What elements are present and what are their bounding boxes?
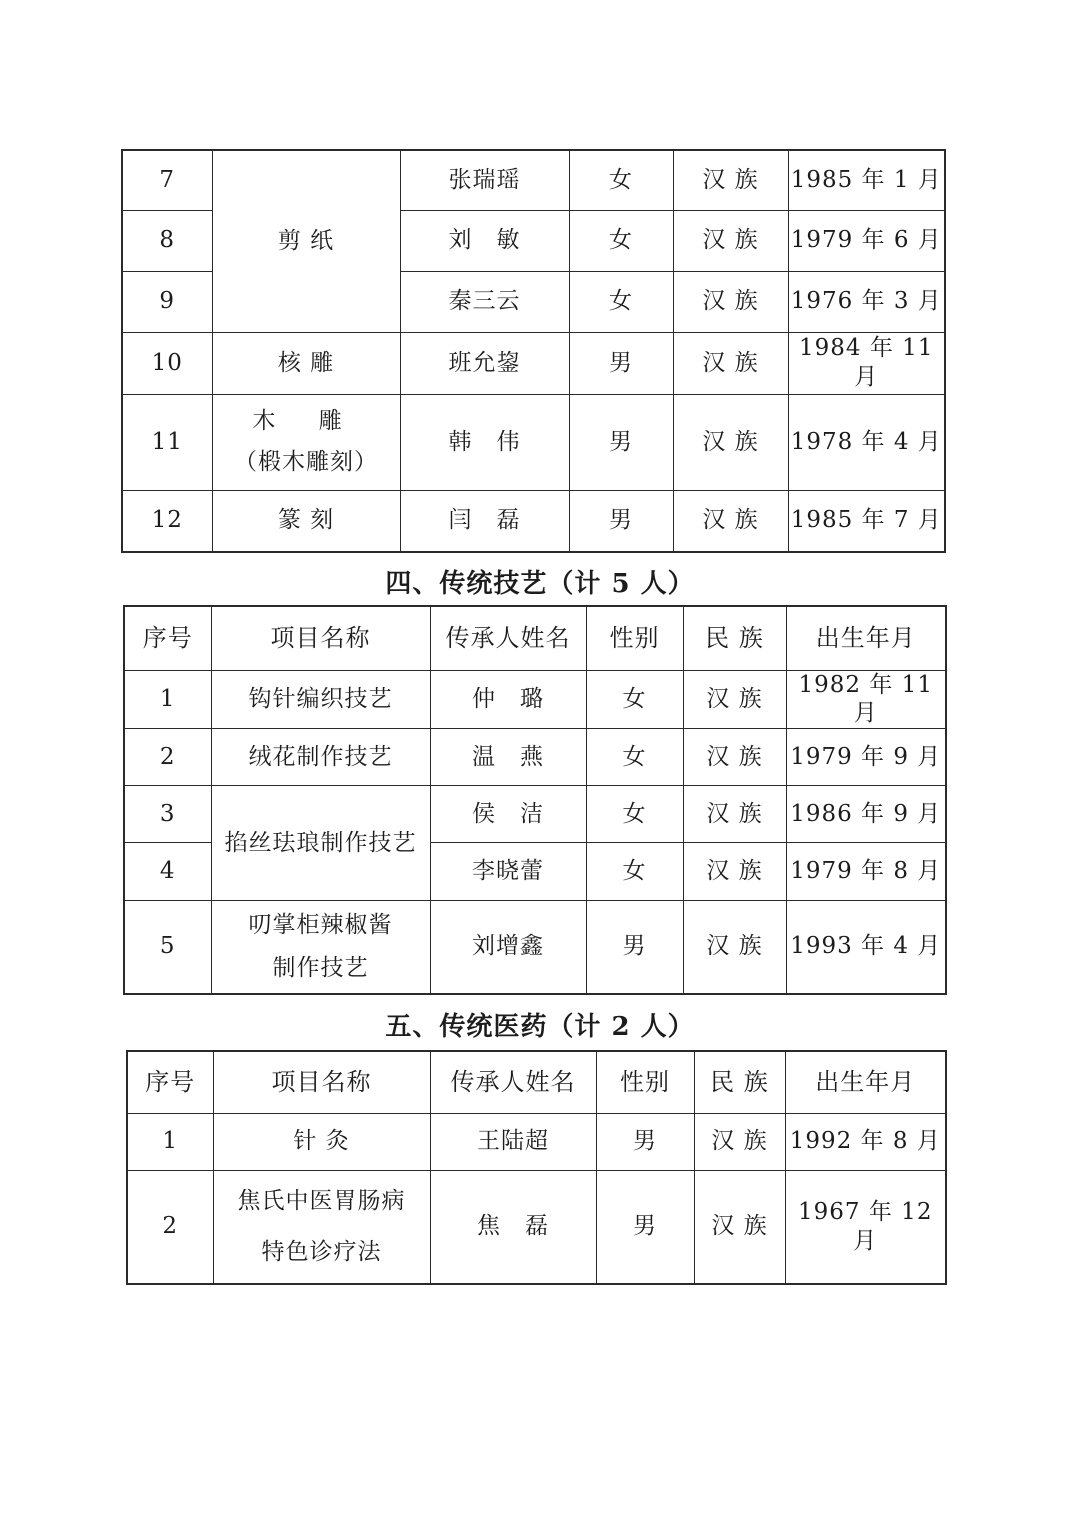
cell-name: 秦三云 bbox=[400, 271, 569, 332]
header-ethnic: 民 族 bbox=[683, 606, 786, 670]
cell-project: 钩针编织技艺 bbox=[211, 670, 430, 729]
cell-no: 12 bbox=[122, 490, 212, 552]
cell-gender: 女 bbox=[569, 210, 673, 271]
project-line-1: 木 雕 bbox=[252, 408, 360, 435]
cell-ethnic: 汉 族 bbox=[683, 670, 786, 729]
cell-gender: 男 bbox=[569, 332, 673, 394]
cell-no: 11 bbox=[122, 394, 212, 490]
cell-no: 2 bbox=[124, 729, 211, 786]
cell-birth: 1976 年 3 月 bbox=[788, 271, 945, 332]
cell-name: 闫 磊 bbox=[400, 490, 569, 552]
cell-name: 温 燕 bbox=[430, 729, 586, 786]
cell-gender: 男 bbox=[596, 1170, 694, 1284]
header-project: 项目名称 bbox=[211, 606, 430, 670]
cell-gender: 女 bbox=[569, 271, 673, 332]
header-project: 项目名称 bbox=[213, 1051, 430, 1113]
header-ethnic: 民 族 bbox=[694, 1051, 785, 1113]
table-row bbox=[122, 332, 945, 394]
table-header-row bbox=[127, 1051, 946, 1113]
cell-project: 绒花制作技艺 bbox=[211, 729, 430, 786]
cell-gender: 女 bbox=[586, 786, 683, 843]
cell-gender: 女 bbox=[586, 843, 683, 901]
cell-ethnic: 汉 族 bbox=[694, 1170, 785, 1284]
cell-no: 3 bbox=[124, 786, 211, 843]
cell-gender: 女 bbox=[586, 729, 683, 786]
cell-ethnic: 汉 族 bbox=[683, 786, 786, 843]
project-line-1: 焦氏中医胃肠病 bbox=[237, 1188, 406, 1214]
cell-gender: 男 bbox=[569, 490, 673, 552]
cell-birth: 1979 年 8 月 bbox=[786, 843, 946, 901]
table-row bbox=[124, 901, 946, 994]
header-gender: 性别 bbox=[586, 606, 683, 670]
cell-gender: 男 bbox=[569, 394, 673, 490]
cell-no: 9 bbox=[122, 271, 212, 332]
cell-name: 刘 敏 bbox=[400, 210, 569, 271]
cell-name: 刘增鑫 bbox=[430, 901, 586, 994]
cell-gender: 男 bbox=[586, 901, 683, 994]
cell-ethnic: 汉 族 bbox=[673, 332, 788, 394]
table-traditional-crafts bbox=[123, 605, 947, 995]
cell-ethnic: 汉 族 bbox=[673, 150, 788, 210]
cell-no: 5 bbox=[124, 901, 211, 994]
cell-ethnic: 汉 族 bbox=[673, 210, 788, 271]
project-line-2: 特色诊疗法 bbox=[261, 1238, 382, 1265]
header-name: 传承人姓名 bbox=[430, 1051, 596, 1113]
section-title-traditional-crafts: 四、传统技艺（计 5 人） bbox=[385, 569, 695, 599]
cell-name: 李晓蕾 bbox=[430, 843, 586, 901]
cell-birth: 1986 年 9 月 bbox=[786, 786, 946, 843]
table-row bbox=[122, 490, 945, 552]
project-line-2: 制作技艺 bbox=[272, 954, 369, 981]
cell-name: 焦 磊 bbox=[430, 1170, 596, 1284]
cell-no: 4 bbox=[124, 843, 211, 901]
cell-project bbox=[213, 1170, 430, 1284]
cell-project bbox=[212, 394, 400, 490]
cell-project: 核 雕 bbox=[212, 332, 400, 394]
header-name: 传承人姓名 bbox=[430, 606, 586, 670]
cell-gender: 女 bbox=[586, 670, 683, 729]
table-row bbox=[127, 1113, 946, 1170]
cell-ethnic: 汉 族 bbox=[673, 490, 788, 552]
table-row bbox=[127, 1170, 946, 1284]
cell-no: 1 bbox=[124, 670, 211, 729]
table-row bbox=[122, 394, 945, 490]
cell-birth: 1984 年 11 月 bbox=[788, 332, 945, 394]
header-no: 序号 bbox=[127, 1051, 213, 1113]
cell-ethnic: 汉 族 bbox=[683, 901, 786, 994]
cell-birth: 1985 年 1 月 bbox=[788, 150, 945, 210]
cell-name: 仲 璐 bbox=[430, 670, 586, 729]
cell-no: 1 bbox=[127, 1113, 213, 1170]
cell-no: 8 bbox=[122, 210, 212, 271]
cell-gender: 男 bbox=[596, 1113, 694, 1170]
cell-no: 10 bbox=[122, 332, 212, 394]
cell-name: 班允鋆 bbox=[400, 332, 569, 394]
cell-birth: 1992 年 8 月 bbox=[785, 1113, 946, 1170]
cell-name: 韩 伟 bbox=[400, 394, 569, 490]
cell-ethnic: 汉 族 bbox=[694, 1113, 785, 1170]
cell-birth: 1993 年 4 月 bbox=[786, 901, 946, 994]
cell-project-merged: 剪 纸 bbox=[212, 150, 400, 332]
cell-project bbox=[211, 901, 430, 994]
cell-name: 侯 洁 bbox=[430, 786, 586, 843]
cell-birth: 1979 年 9 月 bbox=[786, 729, 946, 786]
cell-birth: 1978 年 4 月 bbox=[788, 394, 945, 490]
cell-project-merged: 掐丝珐琅制作技艺 bbox=[211, 786, 430, 901]
table-row bbox=[124, 670, 946, 729]
table-folk-art bbox=[121, 149, 946, 553]
header-birth: 出生年月 bbox=[786, 606, 946, 670]
table-row bbox=[122, 150, 945, 210]
project-line-2: （椴木雕刻） bbox=[234, 449, 378, 475]
cell-ethnic: 汉 族 bbox=[673, 271, 788, 332]
table-traditional-medicine bbox=[126, 1050, 947, 1285]
cell-no: 7 bbox=[122, 150, 212, 210]
header-gender: 性别 bbox=[596, 1051, 694, 1113]
table-row bbox=[124, 786, 946, 843]
cell-birth: 1979 年 6 月 bbox=[788, 210, 945, 271]
project-line-1: 叨掌柜辣椒酱 bbox=[248, 912, 393, 938]
cell-gender: 女 bbox=[569, 150, 673, 210]
table-header-row bbox=[124, 606, 946, 670]
cell-ethnic: 汉 族 bbox=[673, 394, 788, 490]
cell-project: 篆 刻 bbox=[212, 490, 400, 552]
cell-project: 针 灸 bbox=[213, 1113, 430, 1170]
cell-ethnic: 汉 族 bbox=[683, 843, 786, 901]
cell-ethnic: 汉 族 bbox=[683, 729, 786, 786]
cell-birth: 1985 年 7 月 bbox=[788, 490, 945, 552]
table-row bbox=[124, 729, 946, 786]
header-birth: 出生年月 bbox=[785, 1051, 946, 1113]
cell-name: 王陆超 bbox=[430, 1113, 596, 1170]
cell-no: 2 bbox=[127, 1170, 213, 1284]
section-title-traditional-medicine: 五、传统医药（计 2 人） bbox=[385, 1012, 695, 1042]
cell-name: 张瑞瑶 bbox=[400, 150, 569, 210]
header-no: 序号 bbox=[124, 606, 211, 670]
cell-birth: 1982 年 11 月 bbox=[786, 670, 946, 729]
cell-birth: 1967 年 12 月 bbox=[785, 1170, 946, 1284]
